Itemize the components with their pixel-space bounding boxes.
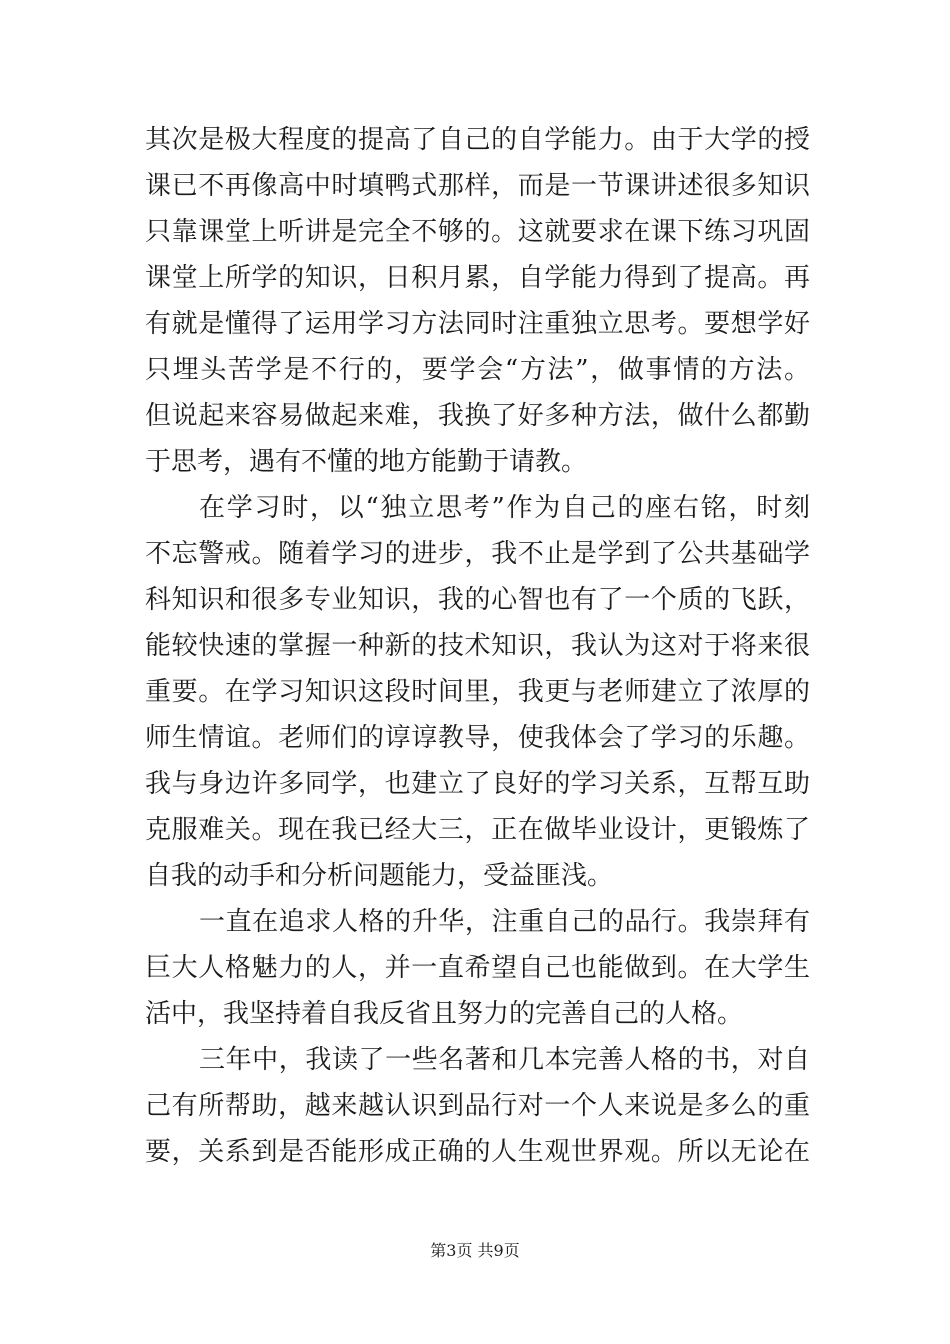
text-line: 课堂上所学的知识，日积月累，自学能力得到了提高。再 [145,263,810,293]
text-line: 只埋头苦学是不行的，要学会“方法”，做事情的方法。 [145,355,810,385]
text-line: 有就是懂得了运用学习方法同时注重独立思考。要想学好 [145,309,810,339]
text-line: 师生情谊。老师们的谆谆教导，使我体会了学习的乐趣。 [145,723,810,753]
text-line: 克服难关。现在我已经大三，正在做毕业设计，更锻炼了 [145,815,810,845]
text-line: 在学习时，以“独立思考”作为自己的座右铭，时刻 [199,493,810,523]
text-line: 要，关系到是否能形成正确的人生观世界观。所以无论在 [145,1137,810,1167]
text-line: 一直在追求人格的升华，注重自己的品行。我崇拜有 [199,907,810,937]
text-line: 活中，我坚持着自我反省且努力的完善自己的人格。 [145,999,744,1029]
text-line: 科知识和很多专业知识，我的心智也有了一个质的飞跃， [145,585,810,615]
text-line: 其次是极大程度的提高了自己的自学能力。由于大学的授 [145,125,810,155]
text-line: 己有所帮助，越来越认识到品行对一个人来说是多么的重 [145,1091,810,1121]
text-line: 自我的动手和分析问题能力，受益匪浅。 [145,861,614,891]
text-line: 只靠课堂上听讲是完全不够的。这就要求在课下练习巩固 [145,217,810,247]
text-line: 课已不再像高中时填鸭式那样，而是一节课讲述很多知识 [145,171,810,201]
text-line: 重要。在学习知识这段时间里，我更与老师建立了浓厚的 [145,677,810,707]
page-footer: 第3页 共9页 [430,1241,520,1260]
text-line: 不忘警戒。随着学习的进步，我不止是学到了公共基础学 [145,539,810,569]
document-body [145,117,810,1175]
text-line: 巨大人格魅力的人，并一直希望自己也能做到。在大学生 [145,953,810,983]
text-line: 于思考，遇有不懂的地方能勤于请教。 [145,447,588,477]
text-line: 三年中，我读了一些名著和几本完善人格的书，对自 [199,1045,810,1075]
text-line: 但说起来容易做起来难，我换了好多种方法，做什么都勤 [145,401,810,431]
text-line: 能较快速的掌握一种新的技术知识，我认为这对于将来很 [145,631,810,661]
text-line: 我与身边许多同学，也建立了良好的学习关系，互帮互助 [145,769,810,799]
